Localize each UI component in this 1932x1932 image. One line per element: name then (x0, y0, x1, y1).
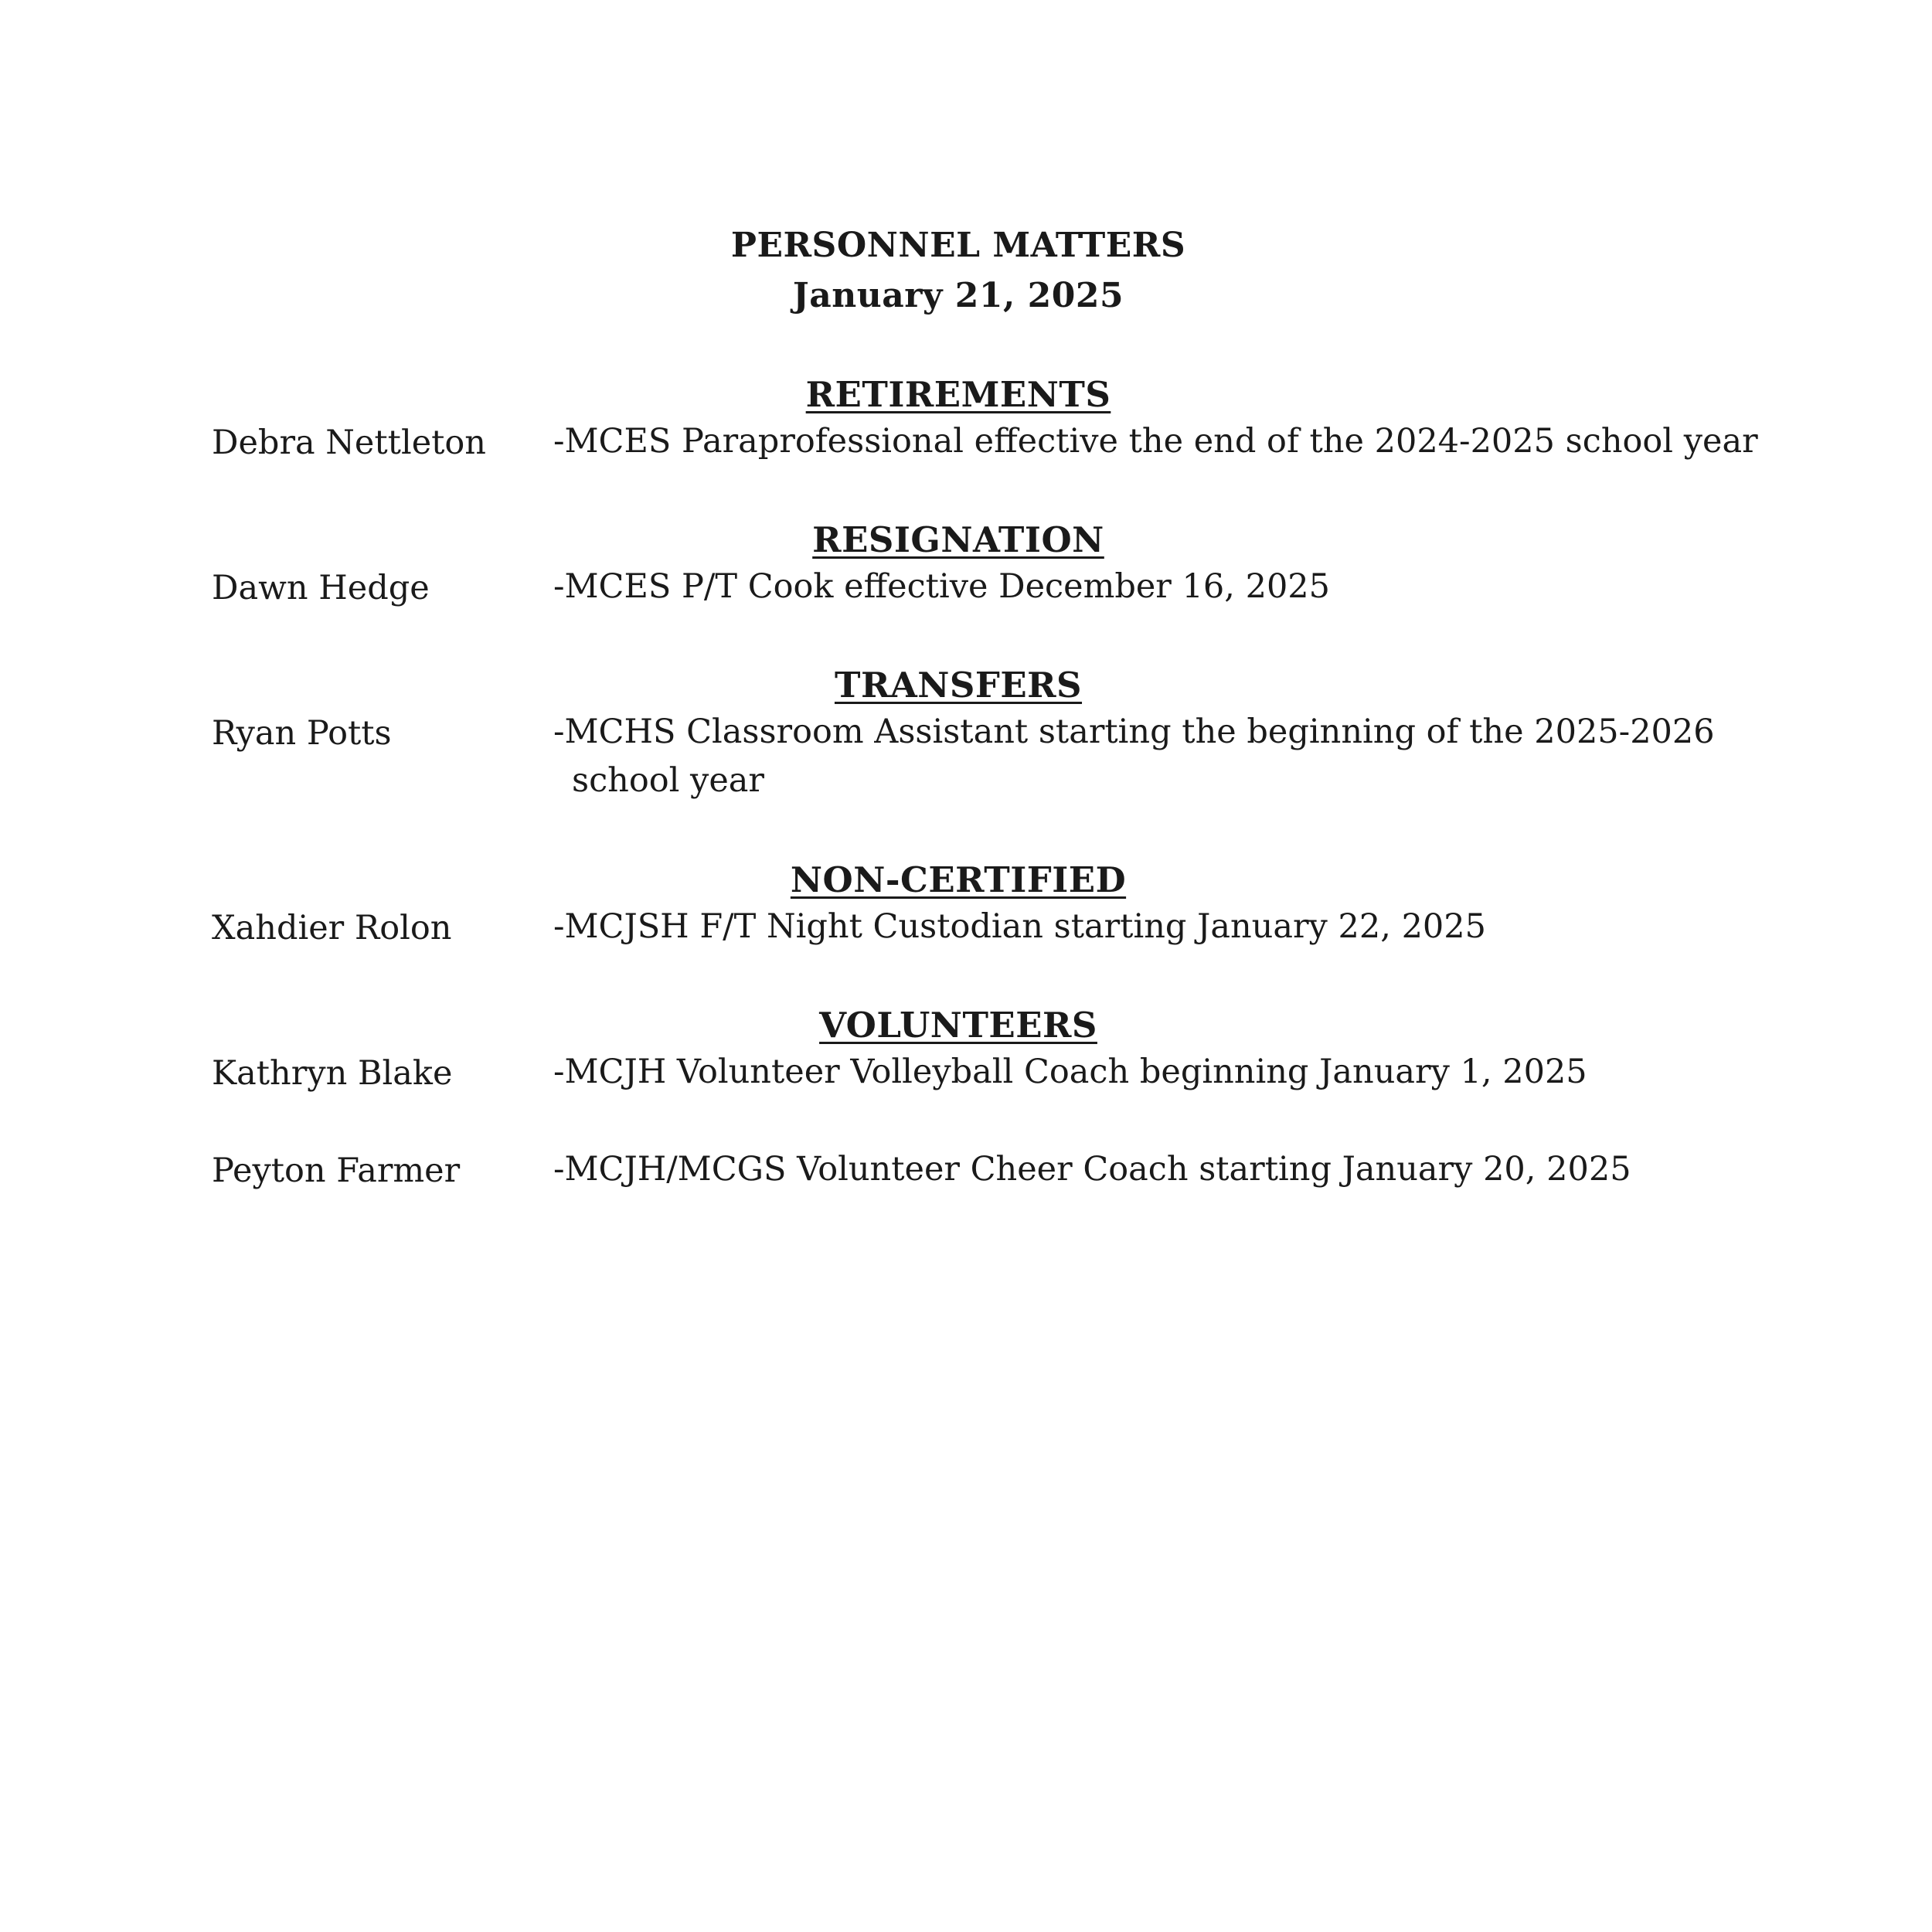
section-heading-non-certified: NON-CERTIFIED (790, 859, 1127, 900)
entry-name: Kathryn Blake (212, 1054, 453, 1093)
entry-description: -MCES Paraprofessional effective the end of the 2024-2025 school year (553, 422, 1758, 461)
document-date: January 21, 2025 (792, 276, 1124, 315)
entry-description: -MCJSH F/T Night Custodian starting January 22, 2025 (553, 907, 1487, 946)
entry-description-continuation: school year (572, 761, 764, 800)
entry-name: Peyton Farmer (212, 1151, 461, 1190)
entry-name: Ryan Potts (212, 714, 392, 753)
entry-description: -MCJH Volunteer Volleyball Coach beginning January 1, 2025 (553, 1053, 1587, 1091)
entry-description: -MCHS Classroom Assistant starting the beginning of the 2025-2026 school year (553, 708, 1759, 805)
section-heading-retirements: RETIREMENTS (805, 374, 1111, 415)
entry-name: Debra Nettleton (212, 423, 487, 462)
entry-name: Dawn Hedge (212, 569, 430, 607)
section-heading-volunteers: VOLUNTEERS (819, 1005, 1097, 1046)
section-heading-transfers: TRANSFERS (834, 665, 1083, 706)
section-heading-resignation: RESIGNATION (812, 519, 1104, 560)
entry-description: -MCJH/MCGS Volunteer Cheer Coach starting January 20, 2025 (553, 1150, 1631, 1189)
document-title: PERSONNEL MATTERS (730, 226, 1186, 265)
entry-description: -MCES P/T Cook effective December 16, 2025 (553, 567, 1331, 606)
entry-name: Xahdier Rolon (212, 909, 452, 947)
